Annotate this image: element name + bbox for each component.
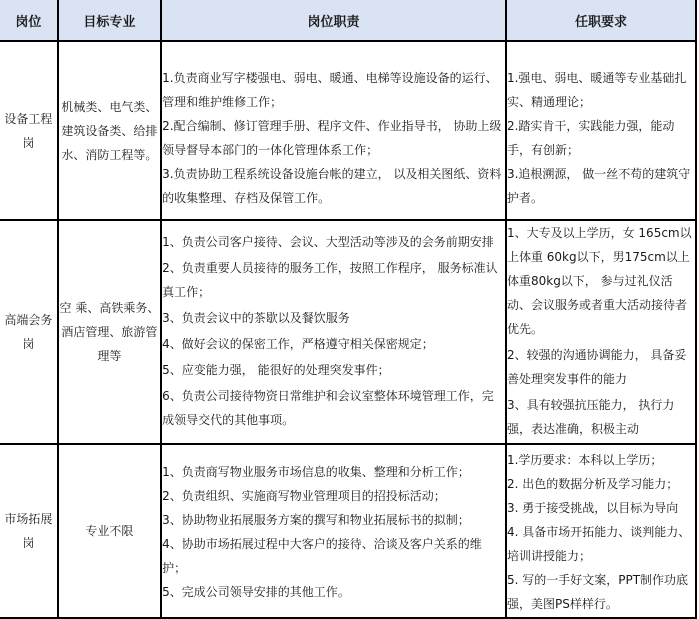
position-cell: 高端会务岗: [0, 220, 58, 444]
requirement-item: 5. 写的一手好文案，PPT制作功底强，美图PS样样行。: [506, 573, 689, 611]
duty-item: 3、协助物业拓展服务方案的撰写和物业拓展标书的拟制；: [162, 513, 470, 527]
requirement-item: 2、较强的沟通协调能力， 具备妥善处理突发事件的能力: [506, 348, 687, 386]
duty-item: 4、协助市场拓展过程中大客户的接待、洽谈及客户关系的维护；: [162, 537, 482, 575]
duty-item: 5、应变能力强， 能很好的处理突发事件；: [162, 363, 390, 377]
requirements-cell: [506, 220, 696, 444]
header-duties: 岗位职责: [161, 0, 506, 41]
header-position: 岗位: [0, 0, 58, 41]
table-row: [0, 41, 696, 220]
position-cell: 设备工程岗: [0, 41, 58, 220]
major-cell: 专业不限: [58, 444, 161, 618]
requirement-item: 1.强电、弱电、暖通等专业基础扎实、精通理论；: [506, 70, 687, 109]
requirement-item: 3、具有较强抗压能力， 执行力强，表达准确，积极主动: [506, 398, 675, 436]
header-requirements: 任职要求: [506, 0, 696, 41]
header-row: [0, 0, 696, 41]
duty-item: 3.负责协助工程系统设备设施台帐的建立， 以及相关图纸、资料的收集整理、存档及保管工作。: [162, 166, 502, 205]
duty-item: 6、负责公司接待物资日常维护和会议室整体环境管理工作，完成领导交代的其他事项。: [162, 389, 494, 427]
requirement-item: 3. 勇于接受挑战，以目标为导向: [506, 501, 679, 515]
duty-item: 2、负责组织、实施商写物业管理项目的招投标活动；: [162, 489, 446, 503]
requirement-item: 2.踏实肯干，实践能力强，能动手，有创新；: [506, 118, 675, 157]
requirement-item: 1.学历要求：本科以上学历；: [506, 453, 663, 467]
requirement-item: 2. 出色的数据分析及学习能力；: [506, 477, 679, 491]
requirements-cell: [506, 41, 696, 220]
requirement-item: 3.追根溯源， 做一丝不苟的建筑守护者。: [506, 166, 691, 205]
duty-item: 2、负责重要人员接待的服务工作，按照工作程序， 服务标准认真工作；: [162, 261, 498, 299]
duty-item: 2.配合编制、修订管理手册、程序文件、作业指导书， 协助上级领导督导本部门的一体化管理体系工作；: [162, 118, 502, 157]
requirements-cell: [506, 444, 696, 618]
duties-cell: [161, 220, 506, 444]
header-major: 目标专业: [58, 0, 161, 41]
duties-cell: [161, 444, 506, 618]
requirement-item: 1、大专及以上学历，女 165cm以上体重 60kg以下，男175cm以上体重80kg以下， 参与过礼仪活动、会议服务或者重大活动接待者优先。: [506, 226, 692, 336]
major-cell: 空 乘、高铁乘务、酒店管理、旅游管理等: [58, 220, 161, 444]
duty-item: 5、完成公司领导安排的其他工作。: [162, 585, 350, 599]
duty-item: 1.负责商业写字楼强电、弱电、暖通、电梯等设施设备的运行、管理和维护维修工作；: [162, 70, 498, 109]
duties-cell: [161, 41, 506, 220]
requirement-item: 4. 具备市场开拓能力、谈判能力、培训讲授能力；: [506, 525, 691, 563]
table-row: [0, 220, 696, 444]
major-cell: 机械类、电气类、建筑设备类、给排水、消防工程等。: [58, 41, 161, 220]
duty-item: 3、负责会议中的茶歇以及餐饮服务: [162, 311, 350, 325]
duty-item: 4、做好会议的保密工作，严格遵守相关保密规定；: [162, 337, 434, 351]
position-cell: 市场拓展岗: [0, 444, 58, 618]
table-row: [0, 444, 696, 618]
duty-item: 1、负责商写物业服务市场信息的收集、整理和分析工作；: [162, 465, 470, 479]
duty-item: 1、负责公司客户接待、会议、大型活动等涉及的会务前期安排: [162, 235, 494, 249]
